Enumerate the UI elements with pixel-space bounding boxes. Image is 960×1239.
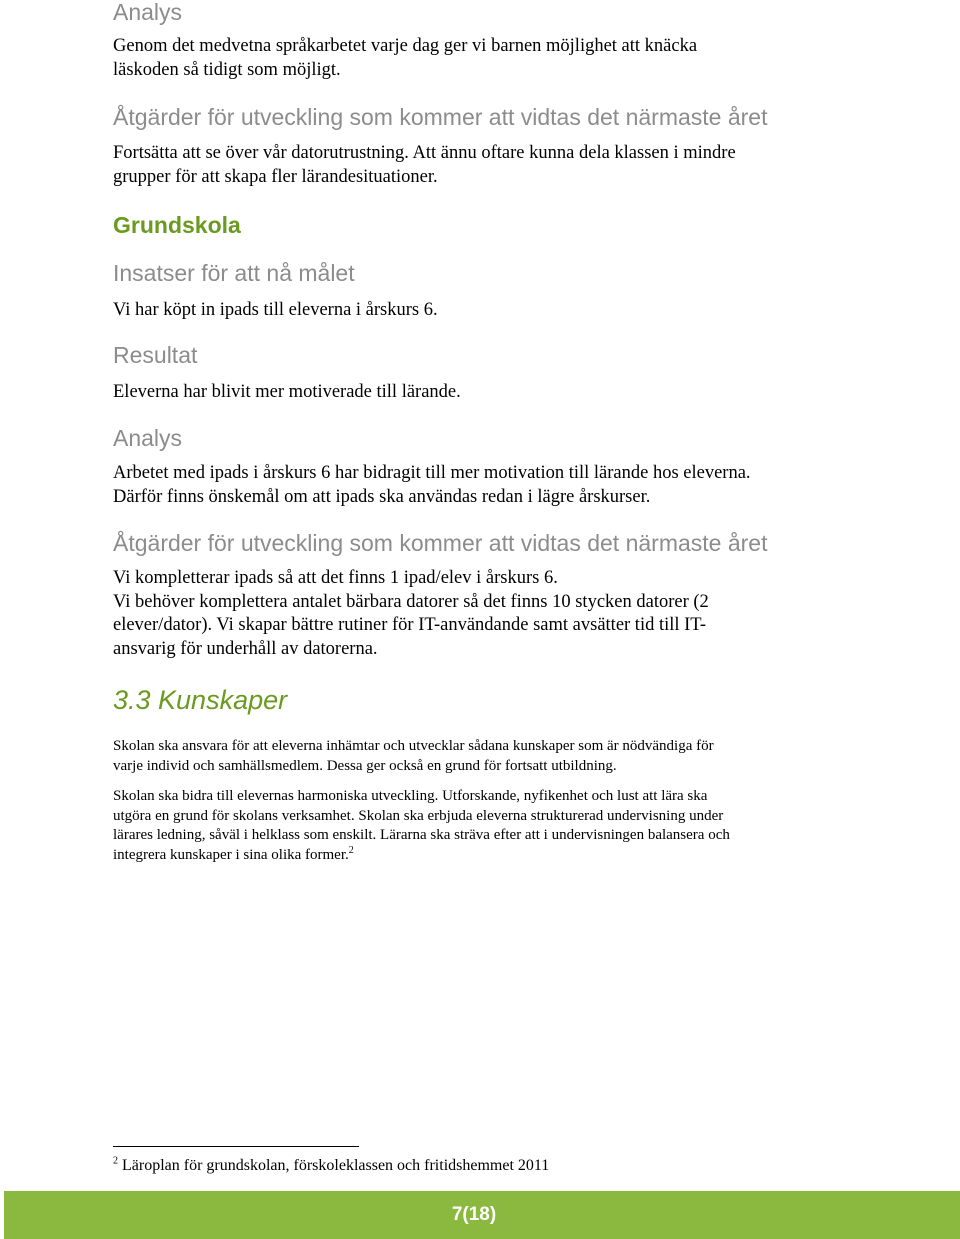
- grundskola-heading: Grundskola: [113, 212, 241, 238]
- atgarder-text-1: [113, 142, 843, 189]
- text-line: grupper för att skapa fler lärandesituationer.: [113, 166, 438, 187]
- analys-text-1: [113, 35, 843, 82]
- insatser-heading: Insatser för att nå målet: [113, 260, 355, 286]
- kunskaper-paragraph-2: [113, 787, 843, 865]
- text-line: Vi behöver komplettera antalet bärbara datorer så det finns 10 stycken datorer (2: [113, 591, 709, 612]
- text-line: lärares ledning, såväl i helklass som enskilt. Lärarna ska sträva efter att i undervisningen balansera och: [113, 827, 730, 843]
- footnote-number: 2: [113, 1155, 118, 1167]
- analys-text-2: [113, 462, 843, 509]
- text-line: varje individ och samhällsmedlem. Dessa ger också en grund för fortsatt utbildning.: [113, 757, 617, 774]
- text-line: Fortsätta att se över vår datorutrustning. Att ännu oftare kunna dela klassen i mindre: [113, 143, 736, 163]
- analys-heading-2: Analys: [113, 425, 183, 451]
- text-line: elever/dator). Vi skapar bättre rutiner för IT-användande samt avsätter tid till IT-: [113, 615, 707, 635]
- kunskaper-heading: 3.3 Kunskaper: [113, 685, 288, 715]
- text-line: utgöra en grund för skolans verksamhet. Skolan ska erbjuda eleverna strukturerad undervisning under: [113, 807, 724, 824]
- page-footer-bar: [4, 1191, 960, 1239]
- atgarder-text-2: [113, 567, 843, 661]
- analys-heading-1: Analys: [113, 0, 183, 25]
- resultat-heading: Resultat: [113, 342, 198, 368]
- footnote-reference[interactable]: 2: [348, 844, 354, 856]
- atgarder-heading-2: Åtgärder för utveckling som kommer att vidtas det närmaste året: [113, 530, 768, 556]
- text-line: Skolan ska ansvara för att eleverna inhämtar och utvecklar sådana kunskaper som är nödvändiga för: [113, 738, 714, 754]
- text-line: Arbetet med ipads i årskurs 6 har bidragit till mer motivation till lärande hos eleverna.: [113, 463, 751, 483]
- page-number: 7(18): [451, 1204, 497, 1225]
- text-line: Vi kompletterar ipads så att det finns 1 ipad/elev i årskurs 6.: [113, 568, 558, 588]
- text-line: integrera kunskaper i sina olika former.: [113, 846, 349, 863]
- text-line: Genom det medvetna språkarbetet varje dag ger vi barnen möjlighet att knäcka: [113, 36, 698, 56]
- resultat-text: Eleverna har blivit mer motiverade till lärande.: [113, 382, 461, 402]
- footnote: [113, 1156, 549, 1176]
- text-line: läskoden så tidigt som möjligt.: [113, 59, 341, 80]
- footnote-text: Läroplan för grundskolan, förskoleklassen och fritidshemmet 2011: [122, 1157, 550, 1174]
- text-line: Skolan ska bidra till elevernas harmoniska utveckling. Utforskande, nyfikenhet och lust att lära ska: [113, 788, 708, 804]
- insatser-text: Vi har köpt in ipads till eleverna i årskurs 6.: [113, 300, 438, 320]
- footnote-divider: [113, 1146, 359, 1147]
- text-line: Därför finns önskemål om att ipads ska användas redan i lägre årskurser.: [113, 486, 651, 507]
- kunskaper-paragraph-1: [113, 737, 843, 776]
- text-line: ansvarig för underhåll av datorerna.: [113, 638, 378, 659]
- atgarder-heading-1: Åtgärder för utveckling som kommer att vidtas det närmaste året: [113, 104, 768, 130]
